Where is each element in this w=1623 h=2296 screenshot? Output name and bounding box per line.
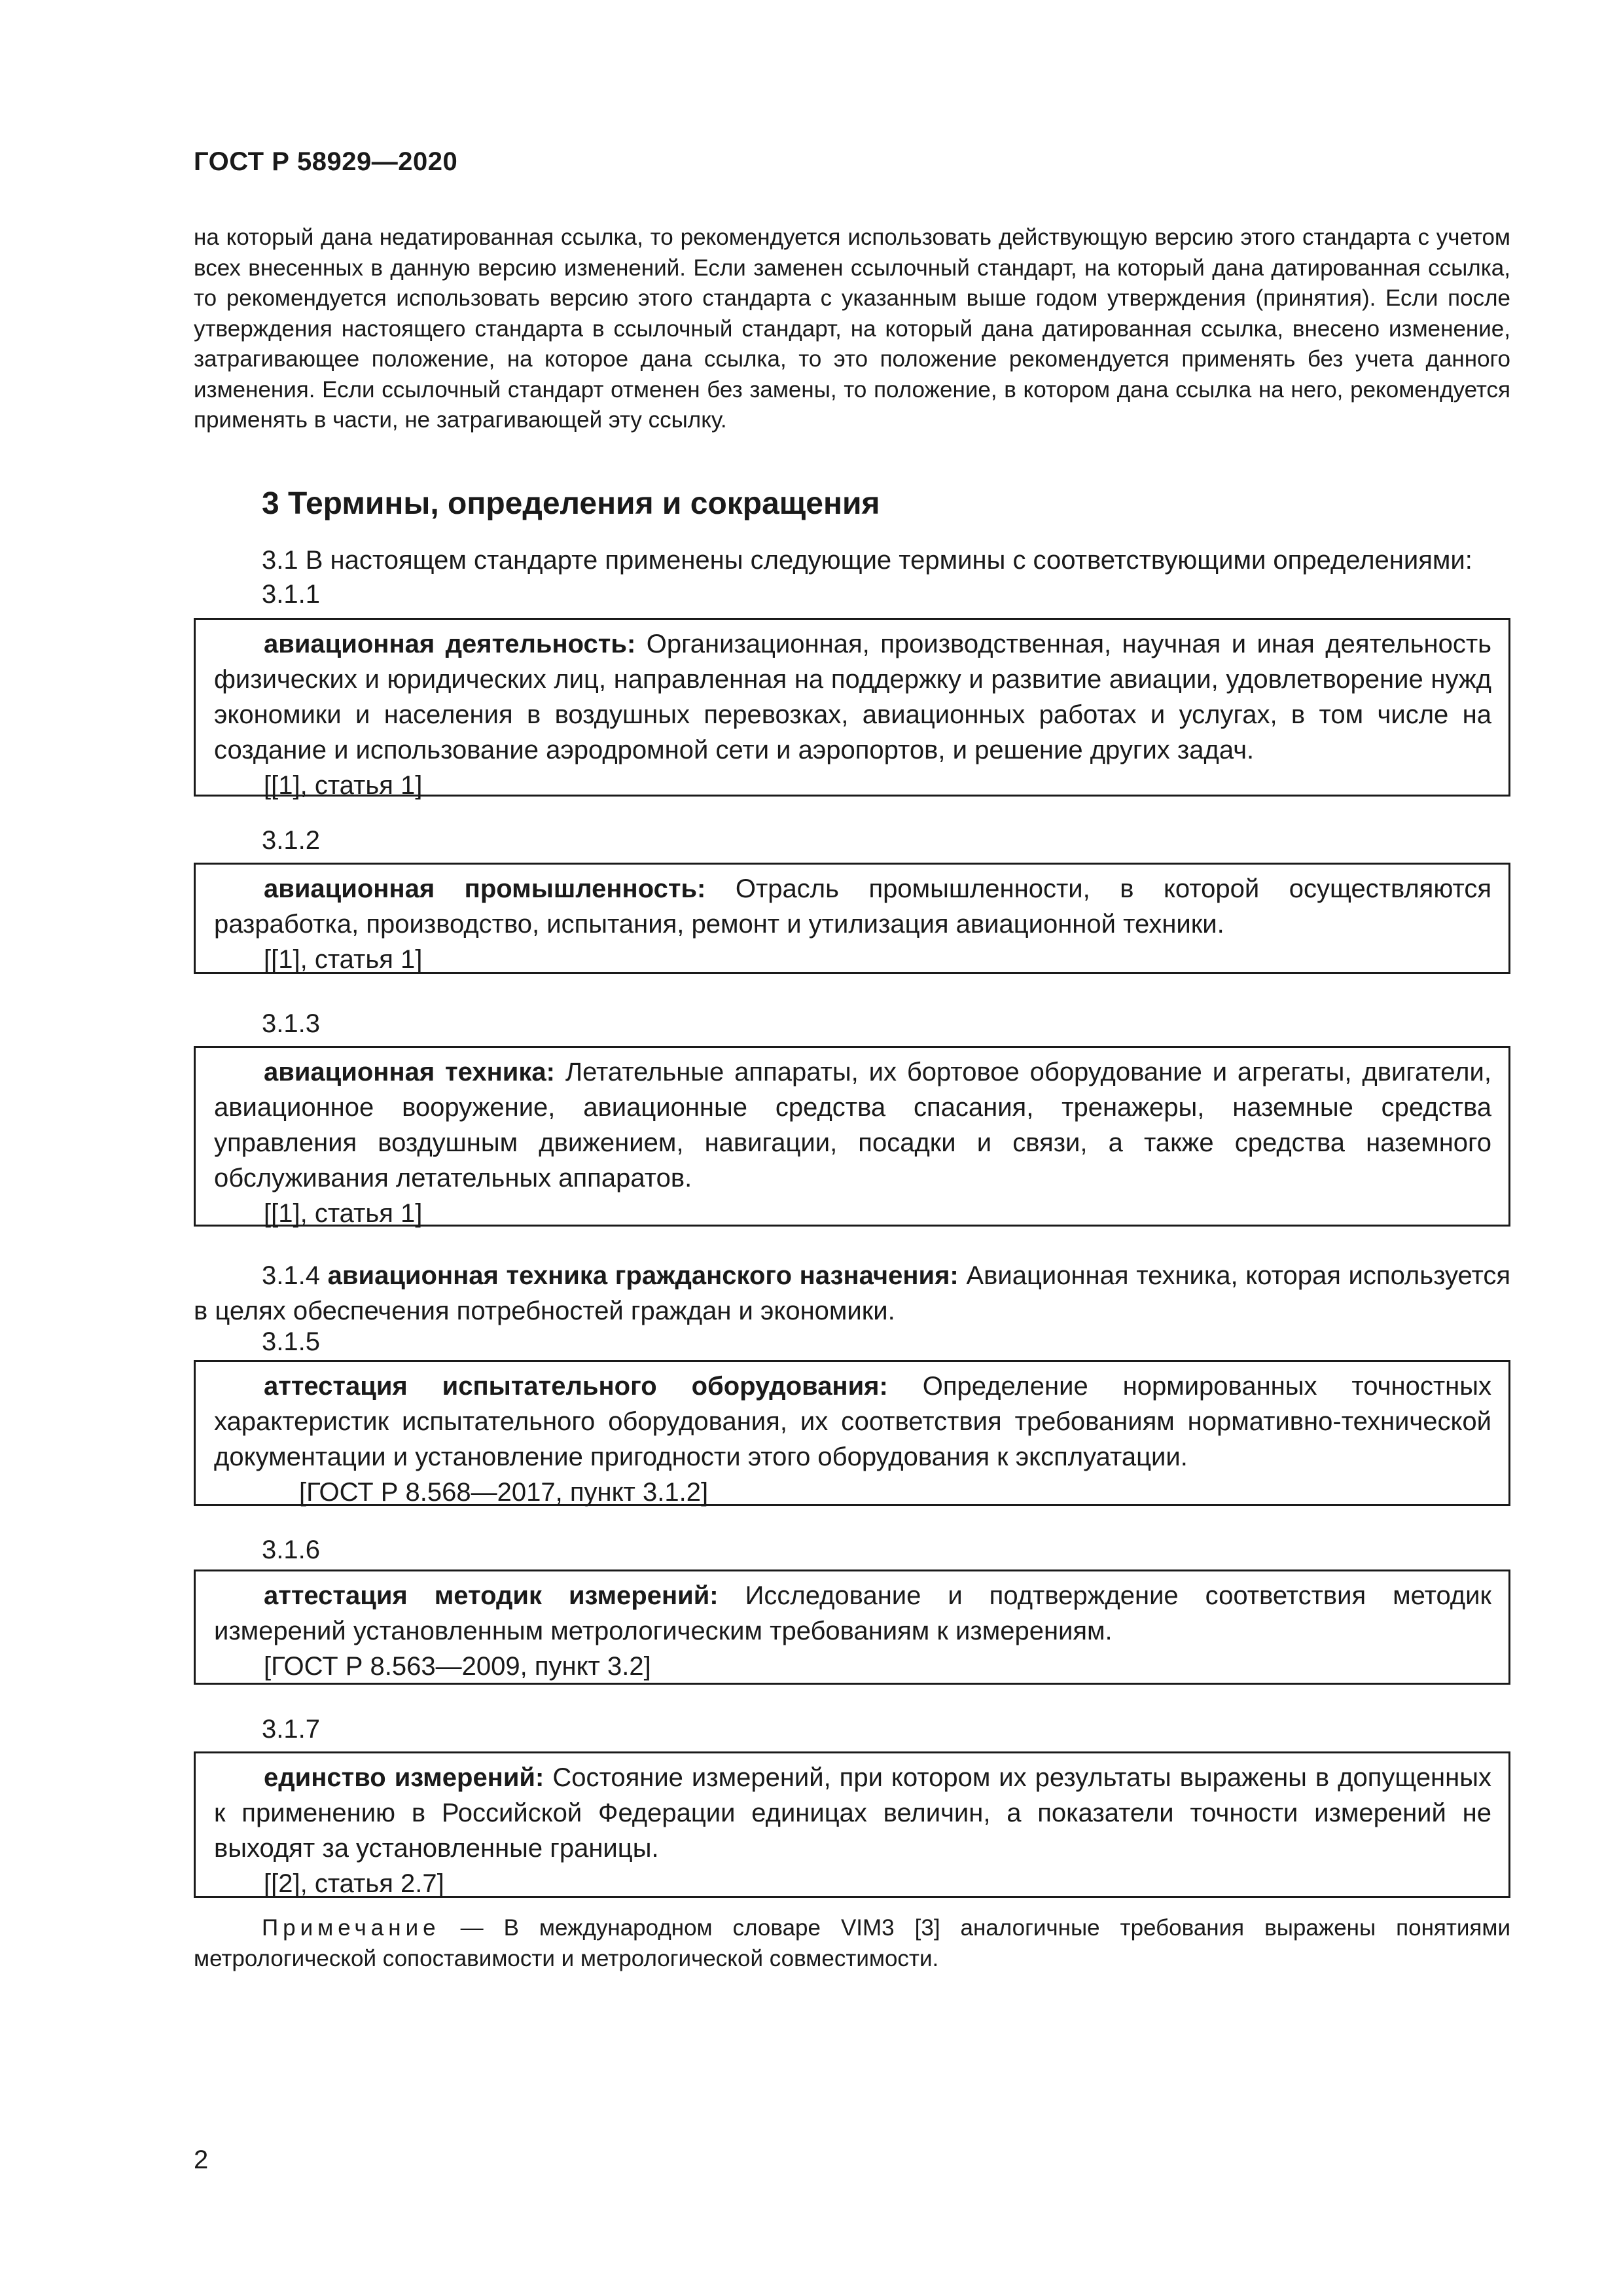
term-entry-3-1-4: [194, 1258, 1510, 1329]
section-lead: 3.1 В настоящем стандарте применены следующие термины с соответствующими определениями:: [262, 546, 1472, 575]
term-number: 3.1.4: [262, 1261, 320, 1290]
term-number: 3.1.6: [262, 1535, 320, 1564]
document-id-header: ГОСТ Р 58929—2020: [194, 147, 458, 176]
term-definition: Определение нормированных точностных характеристик испытательного оборудования, их соответствия требованиям нормативно-технической документации и установление пригодности этого оборудования к эксплуатации.: [214, 1372, 1491, 1471]
term-source: [[2], статья 2.7]: [264, 1869, 444, 1898]
note-text: — В международном словаре VIM3 [3] аналогичные требования выражены понятиями метрологической сопоставимости и метрологической совместимости.: [194, 1915, 1510, 1971]
note-label: Примечание: [262, 1915, 440, 1941]
term-definition: Авиационная техника, которая используется в целях обеспечения потребностей граждан и экономики.: [194, 1261, 1511, 1325]
intro-paragraph: на который дана недатированная ссылка, то рекомендуется использовать действующую версию этого стандарта с учетом всех внесенных в данную версию изменений. Если заменен ссылочный стандарт, на который дана датированная ссылка, то рекомендуется использовать версию этого стандарта с указанным выше годом утверждения (принятия). Если после утверждения настоящего стандарта в ссылочный стандарт, на который дана датированная ссылка, внесено изменение, затрагивающее положение, на которое дана ссылка, то это положение рекомендуется применять без учета данного изменения. Если ссылочный стандарт отменен без замены, то положение, в котором дана ссылка на него, рекомендуется применять в части, не затрагивающей эту ссылку.: [194, 224, 1510, 433]
term-number: 3.1.7: [262, 1715, 320, 1744]
term-box-3-1-2: [194, 863, 1510, 974]
term-definition: Отрасль промышленности, в которой осуществляются разработка, производство, испытания, ремонт и утилизация авиационной техники.: [214, 874, 1491, 939]
page-number: 2: [194, 2145, 209, 2174]
term-entry: [214, 871, 1491, 942]
term-source: [ГОСТ Р 8.563—2009, пункт 3.2]: [264, 1652, 651, 1681]
term-number: 3.1.1: [262, 580, 320, 609]
term-definition: Состояние измерений, при котором их результаты выражены в допущенных к применению в Российской Федерации единицах величин, а показатели точности измерений не выходят за установленные границы.: [214, 1763, 1491, 1863]
term-source: [[1], статья 1]: [264, 945, 423, 974]
term-name: аттестация методик измерений:: [264, 1581, 719, 1610]
term-definition: Исследование и подтверждение соответствия методик измерений установленным метрологическим требованиям к измерениям.: [214, 1581, 1491, 1645]
section-title: 3 Термины, определения и сокращения: [262, 486, 880, 521]
term-source: [ГОСТ Р 8.568—2017, пункт 3.1.2]: [299, 1478, 709, 1507]
term-entry: [214, 1054, 1491, 1196]
term-name: авиационная промышленность:: [264, 874, 706, 903]
term-box-3-1-1: [194, 618, 1510, 800]
term-name: авиационная техника гражданского назначения:: [327, 1261, 959, 1290]
term-name: аттестация испытательного оборудования:: [264, 1372, 888, 1401]
term-entry: [214, 1369, 1491, 1475]
term-number: 3.1.2: [262, 826, 320, 855]
term-box-3-1-6: [194, 1570, 1510, 1685]
term-name: авиационная техника:: [264, 1058, 555, 1086]
term-source: [[1], статья 1]: [264, 1199, 423, 1228]
term-source: [[1], статья 1]: [264, 771, 423, 800]
note-paragraph: [194, 1912, 1510, 1974]
term-definition: Организационная, производственная, научная и иная деятельность физических и юридических лиц, направленная на поддержку и развитие авиации, удовлетворение нужд экономики и населения в воздушных перевозках, авиационных работах и услугах, в том числе на создание и использование аэродромной сети и аэропортов, и решение других задач.: [214, 630, 1491, 764]
term-box-3-1-5: [194, 1360, 1510, 1506]
term-entry: [214, 626, 1491, 768]
term-number: 3.1.5: [262, 1327, 320, 1356]
term-box-3-1-3: [194, 1046, 1510, 1227]
term-entry: [214, 1760, 1491, 1866]
term-number: 3.1.3: [262, 1009, 320, 1038]
term-box-3-1-7: [194, 1751, 1510, 1898]
term-name: авиационная деятельность:: [264, 630, 636, 658]
term-entry: [214, 1578, 1491, 1649]
term-name: единство измерений:: [264, 1763, 544, 1792]
term-definition: Летательные аппараты, их бортовое оборудование и агрегаты, двигатели, авиационное вооружение, авиационные средства спасания, тренажеры, наземные средства управления воздушным движением, навигации, посадки и связи, а также средства наземного обслуживания летательных аппаратов.: [214, 1058, 1491, 1193]
